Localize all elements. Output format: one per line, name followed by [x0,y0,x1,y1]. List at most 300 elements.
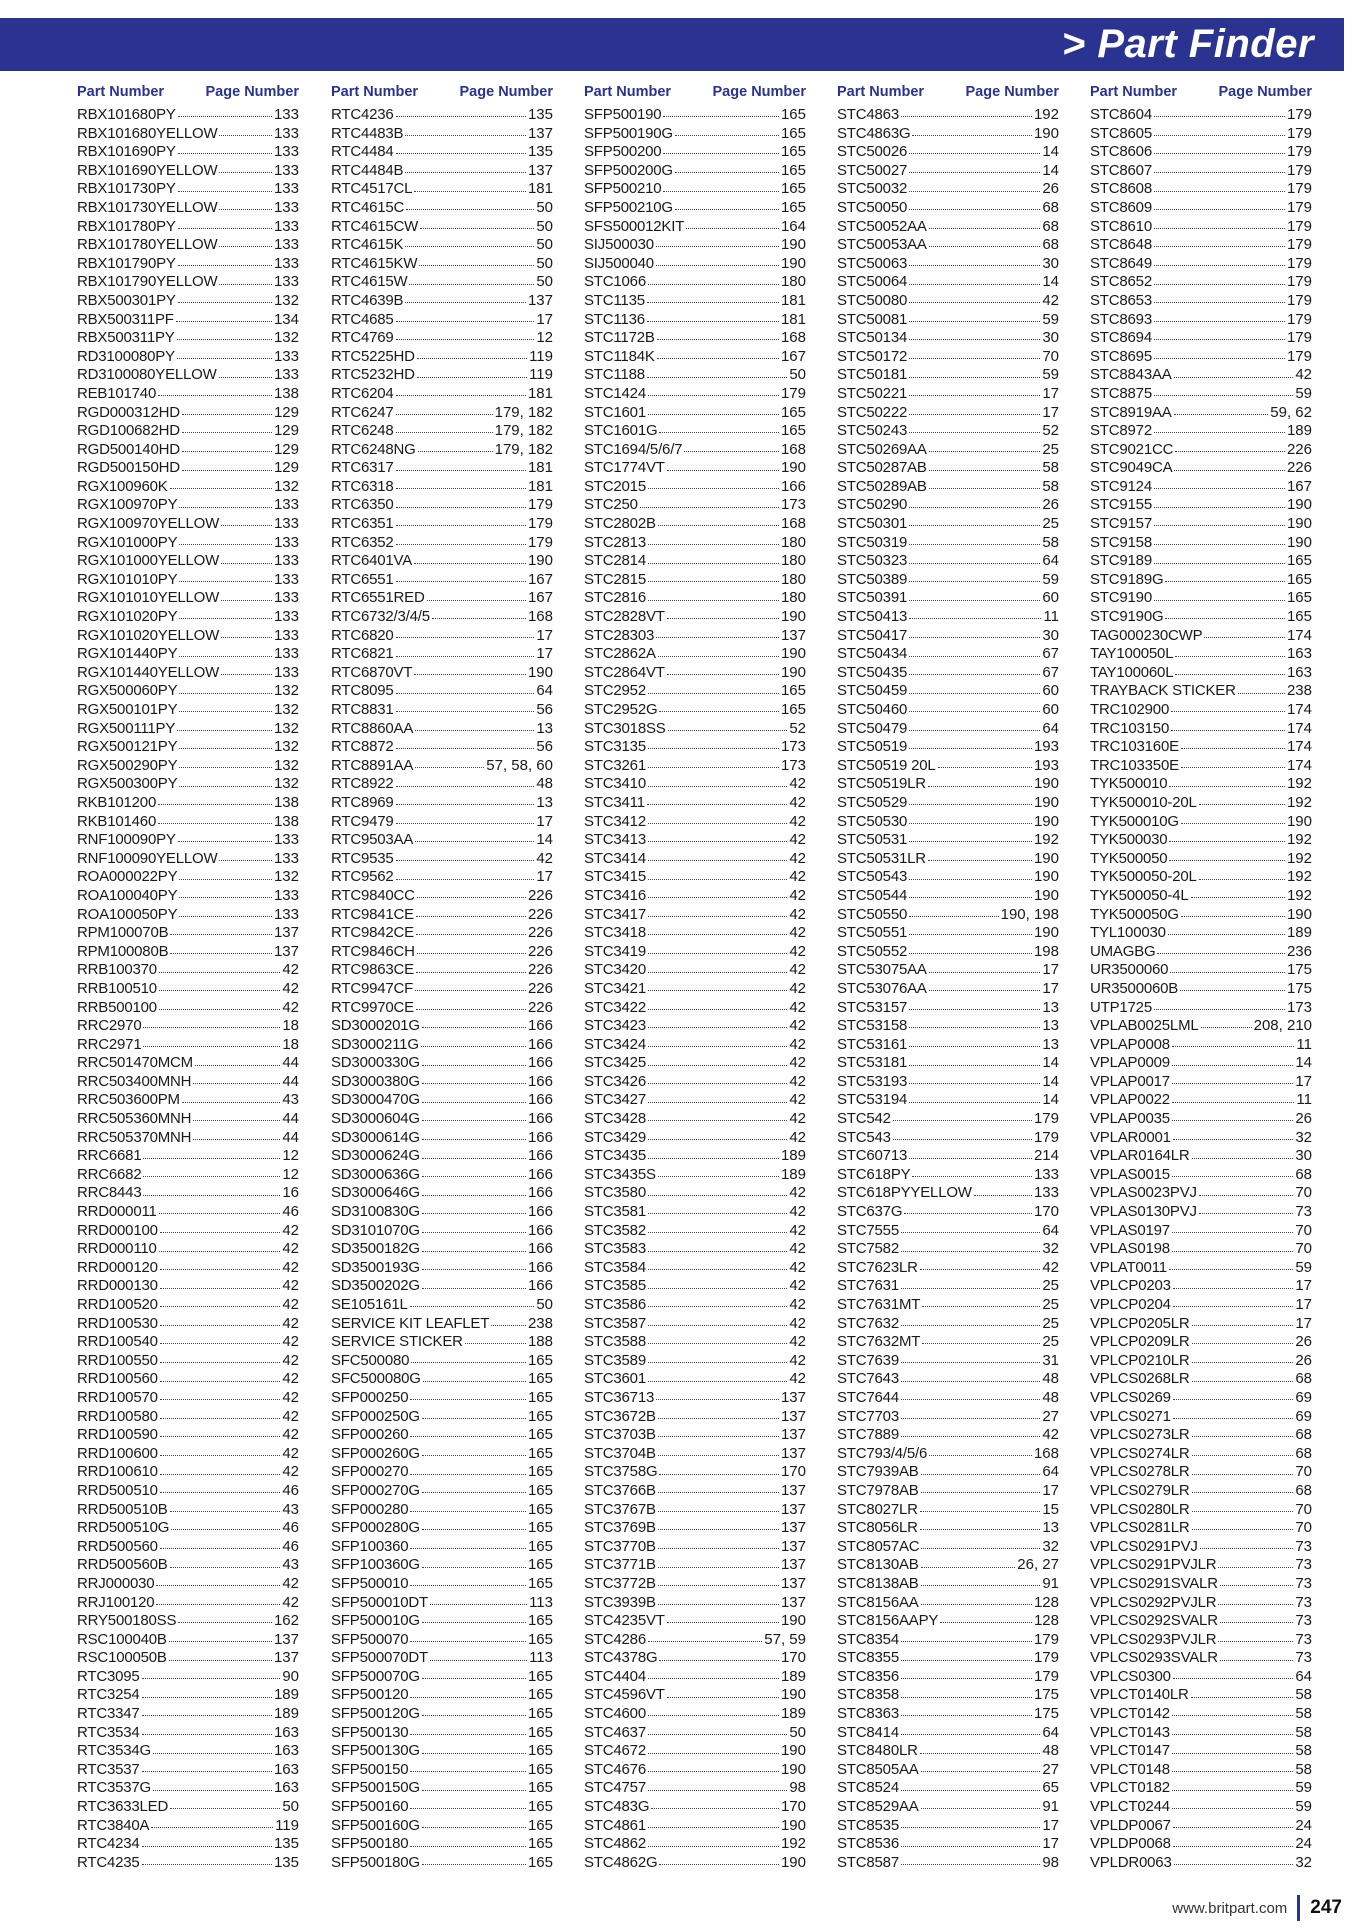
page-reference: 32 [1042,1240,1059,1258]
dot-leader [648,1008,787,1010]
dot-leader [1168,933,1285,935]
dot-leader [1201,1026,1252,1028]
part-number: VPLCS0278LR [1090,1463,1190,1481]
index-entry [584,459,806,478]
page-reference: 58 [1295,1742,1312,1760]
index-entry [584,1761,806,1780]
dot-leader [648,599,779,601]
index-entry [331,1519,553,1538]
part-number: RRC8443 [77,1184,142,1202]
page-reference: 132 [273,329,299,347]
page-reference: 138 [273,793,299,811]
part-number: STC53194 [837,1091,908,1109]
dot-leader [405,134,526,136]
dot-leader [647,376,787,378]
part-number: STC2802B [584,515,656,533]
dot-leader [974,1194,1032,1196]
part-number: SFP500070G [331,1667,420,1685]
dot-leader [159,1212,281,1214]
page-reference: 179 [1033,1630,1059,1648]
index-entry [584,701,806,720]
part-number: STC50290 [837,496,908,514]
index-entry [584,1835,806,1854]
index-entry [77,1054,299,1073]
part-number: STC2816 [584,589,646,607]
dot-leader [396,655,535,657]
dot-leader [663,190,779,192]
part-number: STC8649 [1090,254,1152,272]
page-reference: 179 [1286,273,1312,291]
index-entry [837,329,1059,348]
index-entry [584,385,806,404]
page-reference: 42 [789,1221,806,1239]
dot-leader [169,1659,272,1661]
dot-leader [411,1361,526,1363]
part-number: VPLAS0023PVJ [1090,1184,1197,1202]
index-entry [331,1594,553,1613]
page-reference: 137 [527,124,553,142]
dot-leader [648,1305,787,1307]
index-entry [584,1129,806,1148]
index-entry [837,980,1059,999]
page-reference: 133 [273,496,299,514]
dot-leader [396,803,535,805]
index-entry [331,1408,553,1427]
index-entry [1090,1277,1312,1296]
page-reference: 50 [536,236,553,254]
dot-leader [422,1621,526,1623]
part-number: VPLDP0068 [1090,1835,1171,1853]
dot-leader [1173,1677,1294,1679]
part-number: RRC2971 [77,1035,142,1053]
dot-leader [193,1082,280,1084]
dot-leader [648,1826,779,1828]
dot-leader [219,859,272,861]
page-reference: 168 [1033,1444,1059,1462]
dot-leader [156,1603,280,1605]
page-reference: 179 [1033,1128,1059,1146]
dot-leader [647,320,779,322]
part-number: STC3758G [584,1463,658,1481]
part-number: STC8156AA [837,1593,919,1611]
dot-leader [410,1398,526,1400]
dot-leader [1180,989,1285,991]
page-reference: 179 [1286,124,1312,142]
part-number: RTC6551RED [331,589,425,607]
page-reference: 165 [527,1388,553,1406]
dot-leader [1238,692,1285,694]
part-number: TYK500050G [1090,905,1179,923]
dot-leader [1172,1119,1293,1121]
dot-leader [648,1324,787,1326]
index-entry [77,218,299,237]
page-reference: 42 [789,793,806,811]
index-entry [77,1277,299,1296]
header-banner [0,18,1344,71]
dot-leader [396,710,535,712]
page-reference: 133 [273,236,299,254]
dot-leader [659,1473,779,1475]
page-reference: 42 [789,905,806,923]
dot-leader [1172,1752,1293,1754]
dot-leader [417,357,527,359]
page-reference: 165 [527,1667,553,1685]
part-number: SFP100360 [331,1537,409,1555]
page-reference: 68 [1295,1444,1312,1462]
page-reference: 170 [1033,1203,1059,1221]
index-entry [1090,534,1312,553]
page-reference: 24 [1295,1835,1312,1853]
index-entry [837,999,1059,1018]
part-number: VPLAR0001 [1090,1128,1171,1146]
page-reference: 189 [780,1147,806,1165]
part-number: STC8694 [1090,329,1152,347]
dot-leader [658,1417,779,1419]
dot-leader [396,506,526,508]
part-number: VPLCP0203 [1090,1277,1171,1295]
index-entry [331,627,553,646]
part-number: STC3429 [584,1128,646,1146]
part-number: STC637G [837,1203,903,1221]
part-number: RD3100080YELLOW [77,366,217,384]
page-reference: 165 [527,1351,553,1369]
website-link[interactable]: www.britpart.com [1172,1899,1288,1917]
part-number: SFP500010 [331,1574,409,1592]
part-number: STC7703 [837,1407,899,1425]
page-reference: 11 [1296,1091,1312,1109]
page-number-heading: Page Number [205,84,299,100]
dot-leader [648,283,779,285]
index-entry [1090,1166,1312,1185]
dot-leader [409,283,534,285]
dot-leader [648,413,779,415]
page-reference: 42 [282,1444,299,1462]
dot-leader [160,1491,281,1493]
index-entry [837,1798,1059,1817]
part-number: STC8875 [1090,384,1152,402]
dot-leader [179,896,272,898]
dot-leader [416,915,526,917]
dot-leader [405,245,534,247]
index-entry [331,999,553,1018]
part-number: STC4378G [584,1649,658,1667]
dot-leader [648,878,787,880]
page-reference: 190 [1033,886,1059,904]
index-entry [584,1594,806,1613]
page-reference: 179 [1286,329,1312,347]
page-reference: 179, 182 [494,422,553,440]
part-number: STC3589 [584,1351,646,1369]
index-entry [77,1538,299,1557]
part-number: SFP500010DT [331,1593,429,1611]
dot-leader [422,1863,526,1865]
index-entry [331,720,553,739]
part-number: STC8056LR [837,1519,918,1537]
part-number: STC3412 [584,812,646,830]
page-reference: 175 [1033,1705,1059,1723]
dot-leader [1181,766,1285,768]
page-reference: 135 [527,106,553,123]
page-reference: 137 [780,1426,806,1444]
index-column [77,84,299,1872]
page-reference: 135 [527,143,553,161]
page-reference: 58 [1295,1760,1312,1778]
page-reference: 50 [536,254,553,272]
index-entry [584,292,806,311]
page-reference: 42 [282,961,299,979]
part-number-heading: Part Number [331,84,419,100]
part-number: TAY100050L [1090,645,1174,663]
index-entry [837,1519,1059,1538]
part-number: SD3500202G [331,1277,420,1295]
page-reference: 165 [1286,608,1312,626]
part-number: STC8356 [837,1667,899,1685]
index-entry [331,850,553,869]
page-reference: 190 [1033,812,1059,830]
part-number: STC1694/5/6/7 [584,440,683,458]
page-reference: 189 [780,1667,806,1685]
dot-leader [410,1510,526,1512]
index-entry [837,1724,1059,1743]
part-number: STC4676 [584,1760,646,1778]
page-reference: 59 [1295,1798,1312,1816]
page-reference: 132 [273,701,299,718]
page-reference: 67 [1042,645,1059,663]
part-number: VPLCS0291SVALR [1090,1574,1218,1592]
dot-leader [663,152,779,154]
index-entry [584,850,806,869]
dot-leader [418,450,493,452]
page-reference: 190 [1286,812,1312,830]
index-entry [584,311,806,330]
index-entry [1090,961,1312,980]
dot-leader [1165,580,1285,582]
page-reference: 238 [1286,682,1312,700]
index-entry [1090,385,1312,404]
dot-leader [159,971,280,973]
page-reference: 189 [273,1705,299,1723]
part-number: STC3417 [584,905,646,923]
page-reference: 42 [789,1035,806,1053]
index-entry [584,441,806,460]
dot-leader [179,915,272,917]
dot-leader [1192,1454,1294,1456]
page-reference: 175 [1286,961,1312,979]
index-entry [584,1724,806,1743]
page-reference: 58 [1042,533,1059,551]
index-entry [584,1426,806,1445]
part-number: STC3410 [584,775,646,793]
page-reference: 190 [1033,775,1059,793]
part-number: SFP500180G [331,1853,420,1871]
dot-leader [160,1231,281,1233]
dot-leader [909,152,1040,154]
part-number: VPLCT0148 [1090,1760,1170,1778]
part-number: RGX500101PY [77,701,178,718]
page-reference: 129 [273,459,299,477]
part-number: RGX101010PY [77,570,178,588]
page-reference: 17 [536,812,553,830]
part-number: STC3414 [584,849,646,867]
page-reference: 42 [282,1333,299,1351]
dot-leader [1169,840,1285,842]
page-reference: 69 [1295,1407,1312,1425]
dot-leader [142,1770,272,1772]
dot-leader [668,729,788,731]
index-entry [584,1147,806,1166]
part-number: RTC3254 [77,1686,140,1704]
part-number: STC50026 [837,143,908,161]
dot-leader [675,208,779,210]
dot-leader [1154,115,1285,117]
part-number: RGD500150HD [77,459,180,477]
part-number: STC7632 [837,1314,899,1332]
page-reference: 165 [780,701,806,718]
index-entry [77,682,299,701]
index-entry [1090,1575,1312,1594]
page-reference: 59 [1042,310,1059,328]
part-number: TAG000230CWP [1090,626,1203,644]
index-entry [584,571,806,590]
index-entry [837,1389,1059,1408]
dot-leader [667,1696,779,1698]
page-reference: 226 [1286,459,1312,477]
index-entry [1090,738,1312,757]
part-number: RRD100560 [77,1370,158,1388]
dot-leader [648,1026,787,1028]
index-entry [1090,831,1312,850]
page-footer [1172,1895,1342,1921]
page-reference: 137 [780,1388,806,1406]
index-entry [837,162,1059,181]
index-entry [584,1817,806,1836]
page-reference: 133 [273,106,299,123]
part-number: STC53075AA [837,961,927,979]
part-number: STC50530 [837,812,908,830]
part-number: UTP1725 [1090,998,1152,1016]
column-header [837,84,1059,102]
page-reference: 46 [282,1481,299,1499]
index-entry [584,887,806,906]
page-reference: 238 [527,1314,553,1332]
index-entry [837,125,1059,144]
page-reference: 70 [1295,1184,1312,1202]
index-entry [837,311,1059,330]
index-entry [331,552,553,571]
index-entry [1090,1296,1312,1315]
index-entry [1090,1835,1312,1854]
part-number: RSC100040B [77,1630,167,1648]
index-entry [837,887,1059,906]
dot-leader [1172,1064,1293,1066]
dot-leader [901,1398,1040,1400]
part-number: RGX101000YELLOW [77,552,220,570]
part-number: VPLDP0067 [1090,1816,1171,1834]
dot-leader [901,1696,1032,1698]
page-reference: 133 [273,217,299,235]
page-reference: 17 [1042,961,1059,979]
page-reference: 190 [780,1853,806,1871]
page-reference: 17 [1042,403,1059,421]
dot-leader [182,1101,280,1103]
dot-leader [221,562,272,564]
index-entry [77,478,299,497]
dot-leader [1154,338,1285,340]
index-entry [584,236,806,255]
part-number: STC3772B [584,1574,656,1592]
index-entry [584,980,806,999]
index-entry [584,1742,806,1761]
page-reference: 175 [1033,1686,1059,1704]
page-reference: 42 [282,1463,299,1481]
part-number: SFP500130 [331,1723,409,1741]
page-reference: 90 [282,1667,299,1685]
page-reference: 42 [282,979,299,997]
page-reference: 64 [1042,1723,1059,1741]
part-number: RKB101200 [77,793,157,811]
index-entry [584,682,806,701]
page-reference: 190 [1033,849,1059,867]
part-number: RGX100970PY [77,496,178,514]
index-entry [584,552,806,571]
page-reference: 129 [273,422,299,440]
page-reference: 179 [1286,254,1312,272]
index-entry [1090,999,1312,1018]
part-number: STC36713 [584,1388,655,1406]
dot-leader [648,1770,779,1772]
page-reference: 137 [527,161,553,179]
dot-leader [648,543,779,545]
part-number: SD3000624G [331,1147,420,1165]
page-reference: 168 [780,515,806,533]
dot-leader [921,1807,1041,1809]
dot-leader [909,431,1040,433]
dot-leader [658,1566,779,1568]
part-number: RTC8891AA [331,756,414,774]
index-entry [584,1686,806,1705]
index-entry [584,348,806,367]
page-reference: 190 [780,1742,806,1760]
part-number: STC4863 [837,106,899,123]
part-number: VPLAS0197 [1090,1221,1170,1239]
page-reference: 73 [1295,1630,1312,1648]
dot-leader [659,1863,779,1865]
index-entry [77,1259,299,1278]
index-entry [584,589,806,608]
dot-leader [658,1603,779,1605]
dot-leader [416,1008,526,1010]
part-number: STC50181 [837,366,908,384]
dot-leader [177,357,272,359]
index-entry [77,385,299,404]
part-number: RTC3534 [77,1723,140,1741]
index-entry [1090,906,1312,925]
part-number: STC50050 [837,198,908,216]
part-number: SFP500120G [331,1705,420,1723]
page-reference: 181 [527,459,553,477]
index-entry [331,1556,553,1575]
part-number: STC50434 [837,645,908,663]
dot-leader [160,1268,281,1270]
page-reference: 133 [1033,1165,1059,1183]
page-reference: 46 [282,1203,299,1221]
dot-leader [159,989,280,991]
dot-leader [1154,190,1285,192]
part-number: STC7582 [837,1240,899,1258]
dot-leader [182,413,272,415]
dot-leader [675,134,779,136]
index-entry [331,143,553,162]
